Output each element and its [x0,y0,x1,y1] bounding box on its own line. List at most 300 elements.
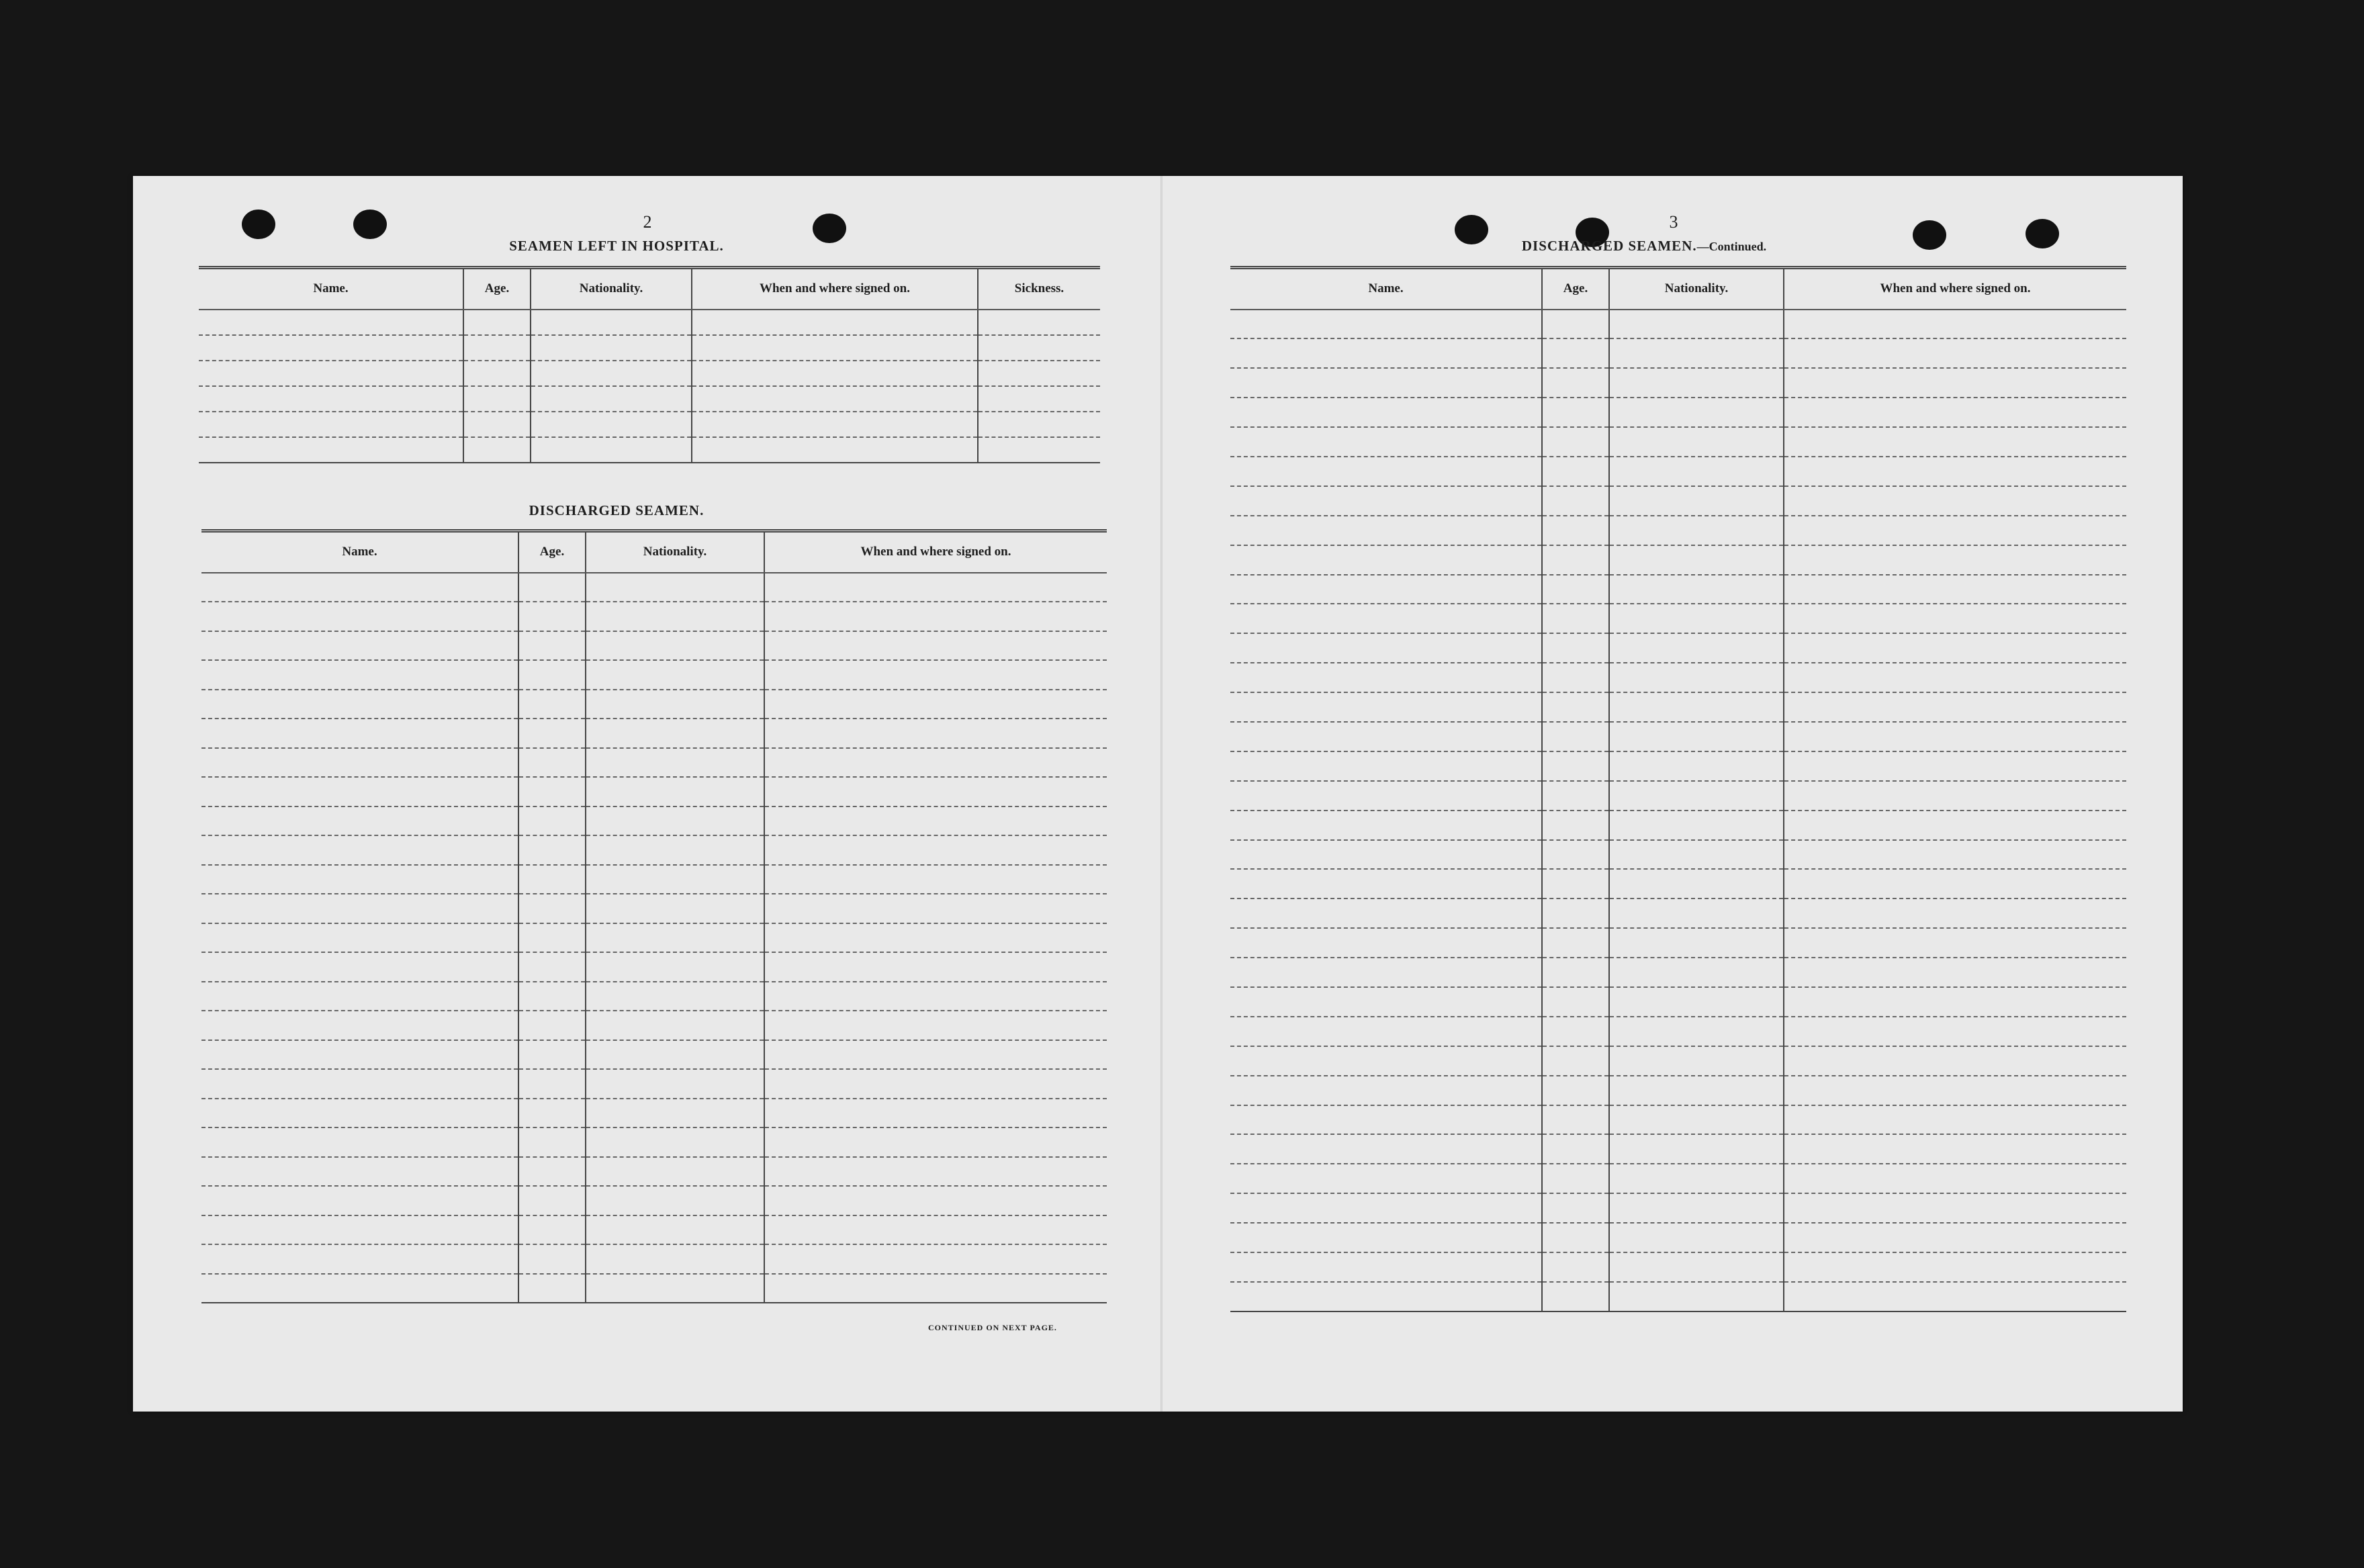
table-row [1230,1076,2126,1105]
blank-cell [1542,781,1609,811]
blank-cell [199,412,463,437]
table-row [1230,928,2126,958]
blank-cell [764,631,1107,661]
blank-cell [463,437,531,463]
punch-hole [2026,219,2059,248]
blank-cell [1542,928,1609,958]
blank-cell [1784,368,2126,398]
column-header-nationality: Nationality. [586,531,764,573]
blank-cell [586,1244,764,1274]
continued-title-suffix: —Continued. [1696,240,1767,253]
discharged-section-title: DISCHARGED SEAMEN. [529,502,704,518]
continued-note: CONTINUED ON NEXT PAGE. [928,1323,1057,1332]
blank-cell [1609,928,1784,958]
table-row [1230,486,2126,516]
table-row [1230,457,2126,486]
blank-cell [1230,1252,1542,1282]
blank-cell [199,361,463,386]
blank-cell [1230,633,1542,663]
blank-cell [764,660,1107,690]
table-row [1230,781,2126,811]
blank-cell [1609,898,1784,928]
blank-cell [1542,898,1609,928]
table-row [201,660,1107,690]
blank-cell [1784,928,2126,958]
blank-cell [1784,663,2126,692]
blank-cell [1609,1076,1784,1105]
blank-cell [586,1274,764,1303]
blank-cell [1784,516,2126,545]
blank-cell [1784,1046,2126,1076]
blank-cell [1784,398,2126,427]
blank-cell [1230,781,1542,811]
blank-cell [1542,1134,1609,1164]
blank-cell [764,1127,1107,1157]
blank-cell [1230,869,1542,898]
table-row [201,777,1107,806]
table-row [1230,1017,2126,1046]
blank-cell [586,1040,764,1070]
blank-cell [1230,398,1542,427]
blank-cell [518,1099,586,1128]
blank-cell [586,1069,764,1099]
table-row [1230,1223,2126,1252]
blank-cell [201,602,518,631]
blank-cell [1609,1252,1784,1282]
blank-cell [1542,427,1609,457]
blank-cell [1609,722,1784,751]
blank-cell [1542,1017,1609,1046]
blank-cell [1609,427,1784,457]
table-row [1230,958,2126,987]
blank-cell [586,1099,764,1128]
blank-cell [764,1069,1107,1099]
blank-cell [201,1127,518,1157]
blank-cell [201,1069,518,1099]
column-header-age: Age. [1542,268,1609,310]
blank-cell [1542,751,1609,781]
table-row [201,1186,1107,1215]
blank-cell [1542,958,1609,987]
blank-cell [1230,898,1542,928]
blank-cell [586,748,764,778]
blank-cell [518,1274,586,1303]
blank-cell [201,1244,518,1274]
table-row [201,1040,1107,1070]
blank-cell [764,1157,1107,1187]
blank-cell [201,806,518,836]
table-row [1230,1164,2126,1193]
table-row [1230,898,2126,928]
blank-cell [586,982,764,1011]
blank-cell [586,894,764,923]
blank-cell [1609,310,1784,339]
table-row [1230,516,2126,545]
blank-cell [201,1157,518,1187]
table-row [1230,811,2126,840]
table-row [199,361,1100,386]
blank-cell [1609,575,1784,604]
blank-cell [978,361,1100,386]
blank-cell [1784,781,2126,811]
blank-cell [1230,457,1542,486]
table-row [201,1127,1107,1157]
blank-cell [1230,368,1542,398]
table-row [1230,545,2126,575]
table-row [201,602,1107,631]
continued-discharged-table [1230,266,2126,1312]
blank-cell [201,982,518,1011]
blank-cell [1784,1076,2126,1105]
blank-cell [1609,692,1784,722]
table-row [1230,1105,2126,1135]
table-row [1230,338,2126,368]
table-row [201,1244,1107,1274]
blank-cell [201,777,518,806]
table-row [201,806,1107,836]
blank-cell [1784,604,2126,633]
blank-cell [1609,338,1784,368]
table-row [201,982,1107,1011]
hospital-section-title: SEAMEN LEFT IN HOSPITAL. [509,238,724,254]
blank-cell [1542,663,1609,692]
blank-cell [1609,633,1784,663]
blank-cell [1230,1193,1542,1223]
blank-cell [201,660,518,690]
table-row [201,690,1107,719]
blank-cell [586,835,764,865]
blank-cell [586,1127,764,1157]
blank-cell [1230,604,1542,633]
table-row [1230,575,2126,604]
blank-cell [764,865,1107,894]
blank-cell [201,1215,518,1245]
blank-cell [1230,663,1542,692]
blank-cell [518,894,586,923]
blank-cell [1542,633,1609,663]
blank-cell [199,386,463,412]
blank-cell [531,412,692,437]
blank-cell [1609,1164,1784,1193]
blank-cell [201,1011,518,1040]
blank-cell [463,361,531,386]
blank-cell [201,719,518,748]
table-row [1230,1193,2126,1223]
blank-cell [201,573,518,602]
blank-cell [1230,338,1542,368]
blank-cell [586,631,764,661]
blank-cell [463,335,531,361]
blank-cell [1784,486,2126,516]
discharged-table [201,529,1107,1303]
blank-cell [586,777,764,806]
blank-cell [531,361,692,386]
table-row [1230,751,2126,781]
blank-cell [518,1069,586,1099]
blank-cell [586,719,764,748]
blank-cell [764,1186,1107,1215]
blank-cell [1784,545,2126,575]
table-row [201,952,1107,982]
blank-cell [1230,751,1542,781]
column-header-sickness: Sickness. [978,268,1100,310]
table-row [1230,1252,2126,1282]
table-row [201,1011,1107,1040]
blank-cell [199,310,463,335]
punch-hole [813,214,846,243]
blank-cell [1784,840,2126,870]
table-row [1230,604,2126,633]
blank-cell [531,310,692,335]
blank-cell [1542,516,1609,545]
blank-cell [1542,722,1609,751]
blank-cell [518,1157,586,1187]
table-row [201,835,1107,865]
blank-cell [1609,457,1784,486]
blank-cell [764,806,1107,836]
blank-cell [201,923,518,953]
table-row [1230,663,2126,692]
blank-cell [692,361,978,386]
blank-cell [1230,310,1542,339]
blank-cell [1230,840,1542,870]
blank-cell [1230,722,1542,751]
blank-cell [1784,1252,2126,1282]
blank-cell [764,982,1107,1011]
blank-cell [1609,1282,1784,1311]
table-row [1230,987,2126,1017]
blank-cell [518,1127,586,1157]
blank-cell [764,1274,1107,1303]
blank-cell [978,437,1100,463]
blank-cell [1230,692,1542,722]
blank-cell [1609,604,1784,633]
column-header-signed-on: When and where signed on. [692,268,978,310]
blank-cell [1542,1193,1609,1223]
blank-cell [1784,751,2126,781]
blank-cell [518,1040,586,1070]
blank-cell [463,412,531,437]
table-row [201,1069,1107,1099]
blank-cell [764,777,1107,806]
blank-cell [1230,1164,1542,1193]
table-row [1230,722,2126,751]
blank-cell [463,310,531,335]
blank-cell [586,806,764,836]
blank-cell [1230,575,1542,604]
continued-title-text: DISCHARGED SEAMEN. [1521,238,1697,254]
blank-cell [201,952,518,982]
blank-cell [586,865,764,894]
blank-cell [1609,663,1784,692]
table-row [201,1099,1107,1128]
table-row [1230,310,2126,339]
blank-cell [1542,1282,1609,1311]
table-row [201,1274,1107,1303]
blank-cell [978,310,1100,335]
blank-cell [1542,457,1609,486]
blank-cell [1784,427,2126,457]
column-header-age: Age. [463,268,531,310]
punch-hole [242,210,275,239]
blank-cell [1230,1076,1542,1105]
column-header-name: Name. [201,531,518,573]
blank-cell [1542,1223,1609,1252]
table-row [1230,869,2126,898]
blank-cell [978,386,1100,412]
blank-cell [1609,1223,1784,1252]
table-row [1230,692,2126,722]
blank-cell [1784,575,2126,604]
blank-cell [1230,1046,1542,1076]
blank-cell [692,310,978,335]
blank-cell [764,1099,1107,1128]
blank-cell [1784,1164,2126,1193]
blank-cell [1609,545,1784,575]
blank-cell [1542,987,1609,1017]
table-row [1230,1282,2126,1311]
blank-cell [586,602,764,631]
blank-cell [1230,928,1542,958]
blank-cell [199,335,463,361]
table-row [201,631,1107,661]
blank-cell [518,748,586,778]
blank-cell [1542,1164,1609,1193]
blank-cell [764,690,1107,719]
blank-cell [201,631,518,661]
blank-cell [531,386,692,412]
blank-cell [1784,811,2126,840]
blank-cell [1230,987,1542,1017]
blank-cell [518,719,586,748]
column-header-name: Name. [199,268,463,310]
blank-cell [1230,516,1542,545]
table-row [1230,840,2126,870]
blank-cell [692,386,978,412]
blank-cell [1609,840,1784,870]
continued-section-title [1476,238,1812,255]
blank-cell [518,1186,586,1215]
blank-cell [1542,869,1609,898]
blank-cell [1784,692,2126,722]
blank-cell [1542,545,1609,575]
blank-cell [518,1011,586,1040]
page-fold [1161,176,1163,1412]
blank-cell [764,1011,1107,1040]
blank-cell [586,573,764,602]
blank-cell [1542,486,1609,516]
blank-cell [978,412,1100,437]
blank-cell [1542,575,1609,604]
blank-cell [518,690,586,719]
blank-cell [692,412,978,437]
blank-cell [1542,692,1609,722]
page-number-left: 2 [643,212,652,232]
blank-cell [1542,368,1609,398]
blank-cell [1609,958,1784,987]
blank-cell [518,982,586,1011]
blank-cell [518,602,586,631]
table-row [201,1157,1107,1187]
blank-cell [1609,869,1784,898]
blank-cell [201,1040,518,1070]
hospital-table [199,266,1100,463]
column-header-nationality: Nationality. [531,268,692,310]
table-row [199,412,1100,437]
punch-hole [1913,220,1946,250]
table-row [201,923,1107,953]
blank-cell [1784,987,2126,1017]
blank-cell [1784,1017,2126,1046]
blank-cell [1784,1134,2126,1164]
blank-cell [201,894,518,923]
ledger-sheet [133,176,2183,1412]
table-row [1230,368,2126,398]
blank-cell [1609,1046,1784,1076]
table-row [199,386,1100,412]
blank-cell [1784,310,2126,339]
blank-cell [1609,751,1784,781]
blank-cell [1609,1134,1784,1164]
table-row [199,335,1100,361]
blank-cell [201,748,518,778]
blank-cell [1230,1105,1542,1135]
punch-hole [353,210,387,239]
blank-cell [1609,1017,1784,1046]
blank-cell [978,335,1100,361]
blank-cell [764,923,1107,953]
blank-cell [1542,1076,1609,1105]
blank-cell [1784,958,2126,987]
blank-cell [586,660,764,690]
blank-cell [518,806,586,836]
blank-cell [1784,1105,2126,1135]
blank-cell [201,1186,518,1215]
blank-cell [1230,1223,1542,1252]
blank-cell [1784,722,2126,751]
blank-cell [518,660,586,690]
blank-cell [1784,898,2126,928]
blank-cell [1230,1282,1542,1311]
blank-cell [1784,1282,2126,1311]
table-row [201,573,1107,602]
blank-cell [764,1215,1107,1245]
blank-cell [764,719,1107,748]
blank-cell [1230,486,1542,516]
blank-cell [201,835,518,865]
blank-cell [1609,368,1784,398]
blank-cell [1542,398,1609,427]
blank-cell [201,865,518,894]
blank-cell [764,1244,1107,1274]
blank-cell [1609,486,1784,516]
table-row [1230,427,2126,457]
column-header-name: Name. [1230,268,1542,310]
blank-cell [764,602,1107,631]
blank-cell [531,437,692,463]
column-header-signed-on: When and where signed on. [764,531,1107,573]
blank-cell [199,437,463,463]
blank-cell [1230,545,1542,575]
blank-cell [518,631,586,661]
blank-cell [201,1274,518,1303]
column-header-nationality: Nationality. [1609,268,1784,310]
blank-cell [1542,840,1609,870]
blank-cell [1542,604,1609,633]
blank-cell [1230,1017,1542,1046]
table-row [201,1215,1107,1245]
blank-cell [586,1186,764,1215]
